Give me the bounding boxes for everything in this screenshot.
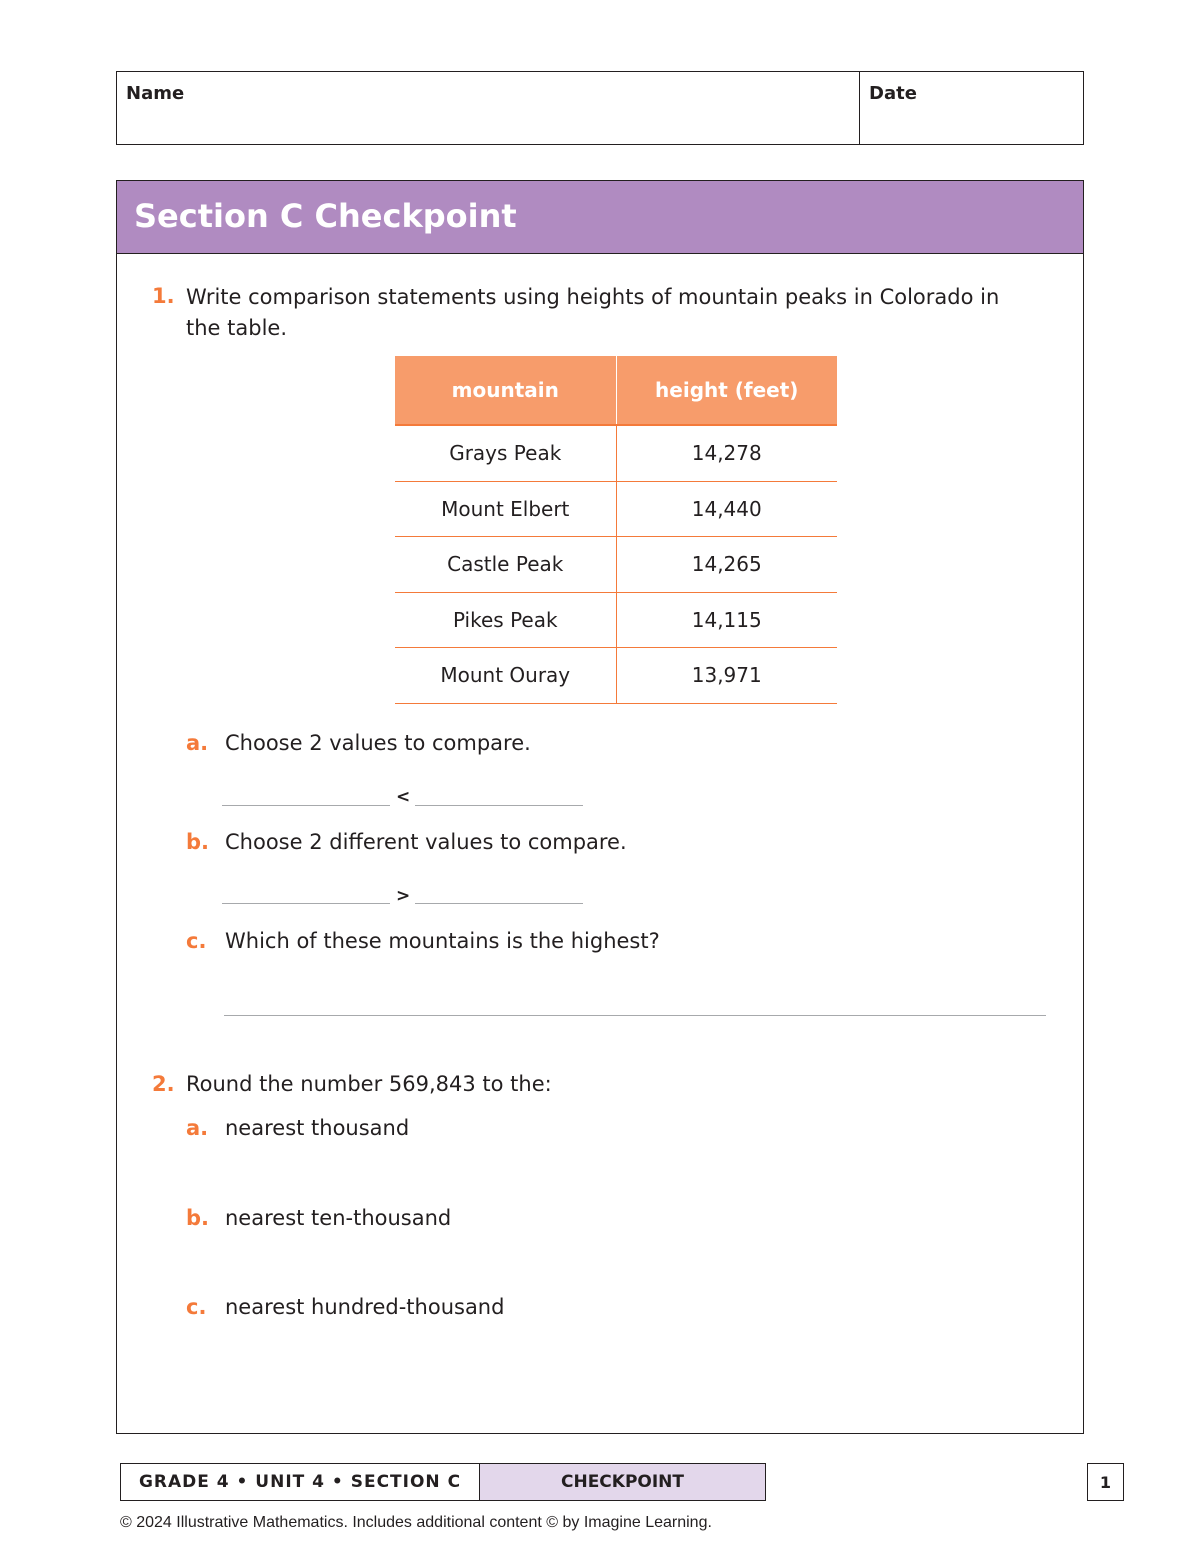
part-a-label: a. — [186, 731, 209, 755]
answer-line-c[interactable] — [224, 1015, 1046, 1016]
part-a-text: Choose 2 values to compare. — [225, 731, 531, 755]
answer-blank-b-left[interactable] — [222, 903, 390, 904]
mountain-heights-table — [395, 356, 837, 704]
cell-mountain: Mount Elbert — [395, 482, 617, 537]
q2-part-a-text: nearest thousand — [225, 1116, 410, 1140]
question-1-line-2: the table. — [186, 316, 288, 340]
date-field[interactable] — [860, 72, 1083, 144]
section-banner — [117, 181, 1083, 254]
name-date-box — [116, 71, 1084, 145]
cell-height: 14,265 — [691, 552, 762, 577]
table-row — [395, 593, 837, 649]
page-number: 1 — [1087, 1463, 1124, 1501]
date-label: Date — [869, 83, 917, 104]
footer-course-box — [120, 1463, 766, 1501]
cell-mountain: Castle Peak — [395, 537, 617, 592]
cell-height: 13,971 — [691, 663, 762, 688]
part-b-text: Choose 2 different values to compare. — [225, 830, 627, 854]
name-label: Name — [126, 83, 185, 104]
name-field[interactable] — [117, 72, 860, 144]
cell-mountain: Mount Ouray — [395, 648, 617, 703]
question-1-number: 1. — [152, 284, 175, 308]
q2-part-a-label: a. — [186, 1116, 209, 1140]
part-c-text: Which of these mountains is the highest? — [225, 929, 660, 953]
part-b-label: b. — [186, 830, 210, 854]
cell-height: 14,278 — [691, 441, 762, 466]
q2-part-b-text: nearest ten-thousand — [225, 1206, 452, 1230]
question-2-text: Round the number 569,843 to the: — [186, 1072, 552, 1096]
table-row — [395, 648, 837, 704]
q2-part-c-text: nearest hundred-thousand — [225, 1295, 505, 1319]
cell-mountain: Pikes Peak — [395, 593, 617, 648]
answer-blank-b-right[interactable] — [415, 903, 583, 904]
answer-blank-a-right[interactable] — [415, 805, 583, 806]
less-than-sign: < — [396, 787, 411, 807]
greater-than-sign: > — [396, 886, 411, 906]
course-label: GRADE 4 • UNIT 4 • SECTION C — [138, 1472, 462, 1492]
q2-part-b-label: b. — [186, 1206, 210, 1230]
q2-part-c-label: c. — [186, 1295, 207, 1319]
table-header — [395, 356, 837, 426]
question-2-number: 2. — [152, 1072, 175, 1096]
table-row — [395, 482, 837, 538]
column-header-mountain: mountain — [395, 356, 617, 424]
cell-height: 14,115 — [691, 607, 762, 632]
cell-height: 14,440 — [691, 496, 762, 521]
part-c-label: c. — [186, 929, 207, 953]
copyright-notice: © 2024 Illustrative Mathematics. Includes additional content © by Imagine Learning. — [120, 1514, 712, 1531]
page-title: Section C Checkpoint — [134, 197, 517, 235]
cell-mountain: Grays Peak — [395, 426, 617, 481]
table-row — [395, 426, 837, 482]
column-header-height: height (feet) — [655, 378, 799, 402]
table-row — [395, 537, 837, 593]
checkpoint-tag: CHECKPOINT — [479, 1464, 765, 1500]
question-1-text — [186, 282, 1046, 344]
answer-blank-a-left[interactable] — [222, 805, 390, 806]
question-1-line-1: Write comparison statements using heights of mountain peaks in Colorado in — [186, 285, 1000, 309]
